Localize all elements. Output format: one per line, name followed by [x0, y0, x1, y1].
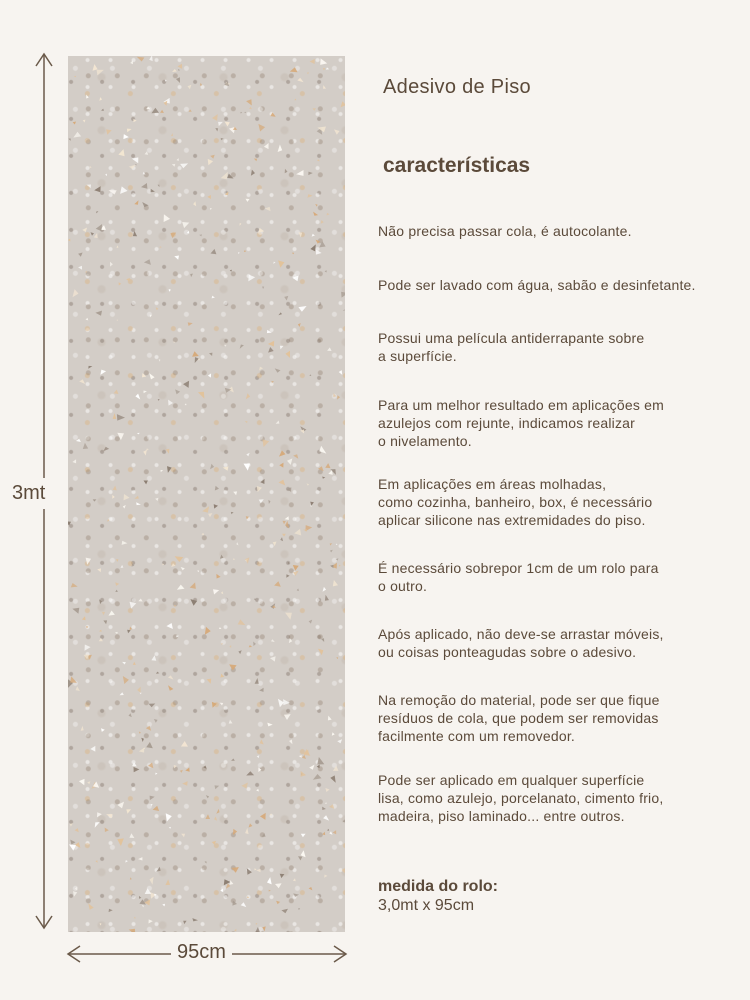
- feature-item: É necessário sobrepor 1cm de um rolo para o outro.: [378, 560, 659, 594]
- feature-item: Para um melhor resultado em aplicações em azulejos com rejunte, indicamos realizar o nivelamento.: [378, 397, 664, 449]
- feature-item: Pode ser aplicado em qualquer superfície lisa, como azulejo, porcelanato, cimento frio, madeira, piso laminado... entre outros.: [378, 772, 664, 824]
- feature-item: Possui uma película antiderrapante sobre a superfície.: [378, 330, 645, 364]
- feature-item: Não precisa passar cola, é autocolante.: [378, 223, 632, 239]
- feature-item: Pode ser lavado com água, sabão e desinfetante.: [378, 277, 696, 293]
- terrazzo-floor-sample: [68, 56, 345, 932]
- feature-item: Em aplicações em áreas molhadas, como cozinha, banheiro, box, é necessário aplicar silicone nas extremidades do piso.: [378, 476, 653, 528]
- terrazzo-chips-texture: [68, 56, 345, 932]
- feature-item: Na remoção do material, pode ser que fique resíduos de cola, que podem ser removidas facilmente com um removedor.: [378, 692, 660, 744]
- page-title: Adesivo de Piso: [383, 76, 531, 98]
- roll-size-label: medida do rolo:: [378, 878, 498, 895]
- width-measure-label: 95cm: [171, 941, 232, 964]
- height-measure-label: 3mt: [10, 478, 47, 509]
- section-heading: características: [383, 154, 531, 177]
- roll-size-value: 3,0mt x 95cm: [378, 897, 475, 914]
- feature-item: Após aplicado, não deve-se arrastar móveis, ou coisas ponteagudas sobre o adesivo.: [378, 626, 664, 660]
